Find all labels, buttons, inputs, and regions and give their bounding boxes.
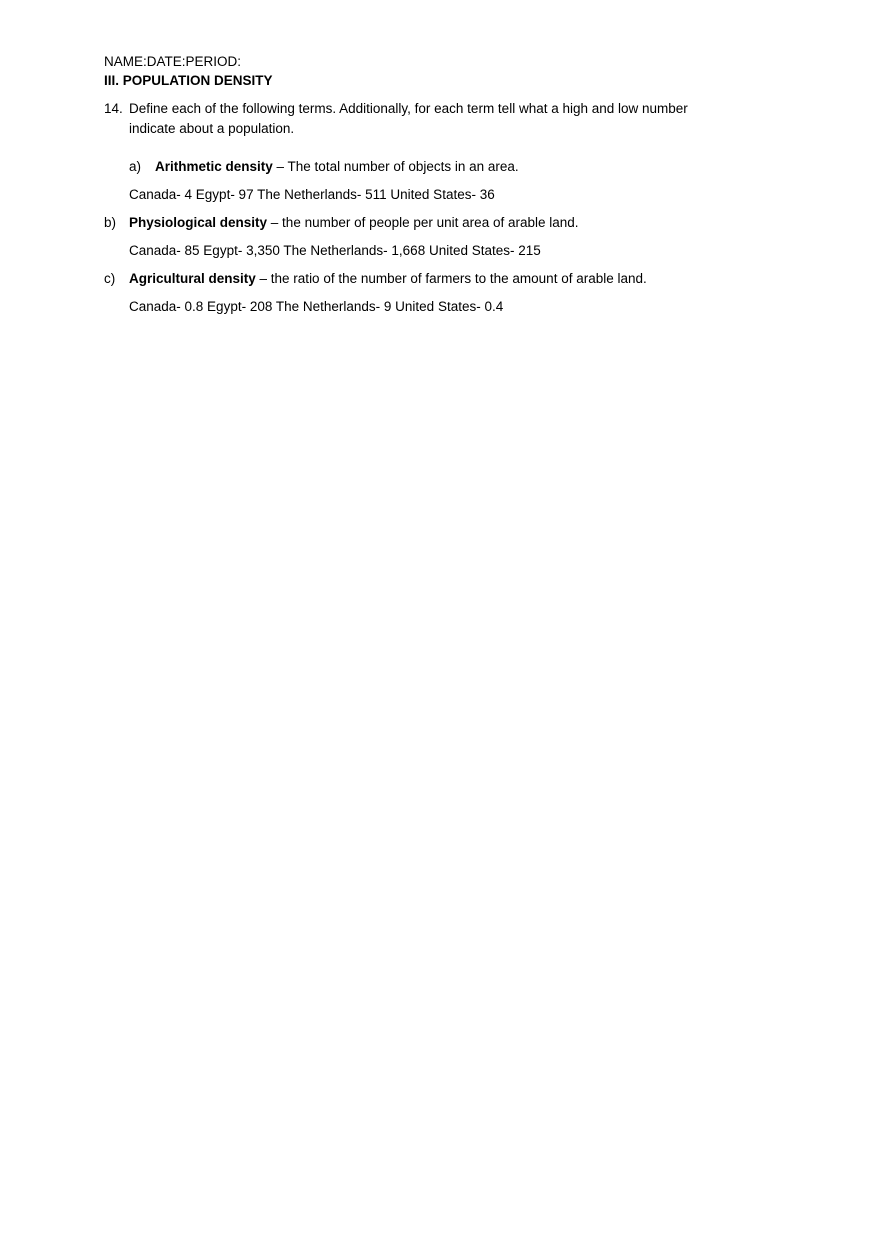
definition-agricultural-density: – the ratio of the number of farmers to the amount of arable land. bbox=[255, 271, 647, 286]
values-arithmetic-density: Canada- 4 Egypt- 97 The Netherlands- 511 United States- 36 bbox=[129, 187, 495, 202]
question-text-line-1: Define each of the following terms. Additionally, for each term tell what a high and low number bbox=[129, 101, 688, 116]
section-title: III. POPULATION DENSITY bbox=[104, 73, 273, 88]
question-number: 14. bbox=[104, 101, 123, 116]
item-letter-c: c) bbox=[104, 271, 116, 286]
item-b-definition-line bbox=[129, 213, 579, 233]
question-text-line-2: indicate about a population. bbox=[129, 121, 295, 136]
name-date-period-line: NAME:DATE:PERIOD: bbox=[104, 54, 242, 69]
item-letter-a: a) bbox=[129, 159, 142, 174]
definition-arithmetic-density: – The total number of objects in an area. bbox=[272, 159, 519, 174]
term-agricultural-density: Agricultural density bbox=[129, 271, 256, 286]
item-a-definition-line bbox=[155, 157, 519, 177]
values-physiological-density: Canada- 85 Egypt- 3,350 The Netherlands- 1,668 United States- 215 bbox=[129, 243, 541, 258]
term-arithmetic-density: Arithmetic density bbox=[155, 159, 273, 174]
item-letter-b: b) bbox=[104, 215, 117, 230]
definition-physiological-density: – the number of people per unit area of arable land. bbox=[267, 215, 579, 230]
values-agricultural-density: Canada- 0.8 Egypt- 208 The Netherlands- 9 United States- 0.4 bbox=[129, 299, 504, 314]
term-physiological-density: Physiological density bbox=[129, 215, 268, 230]
item-c-definition-line bbox=[129, 269, 647, 289]
